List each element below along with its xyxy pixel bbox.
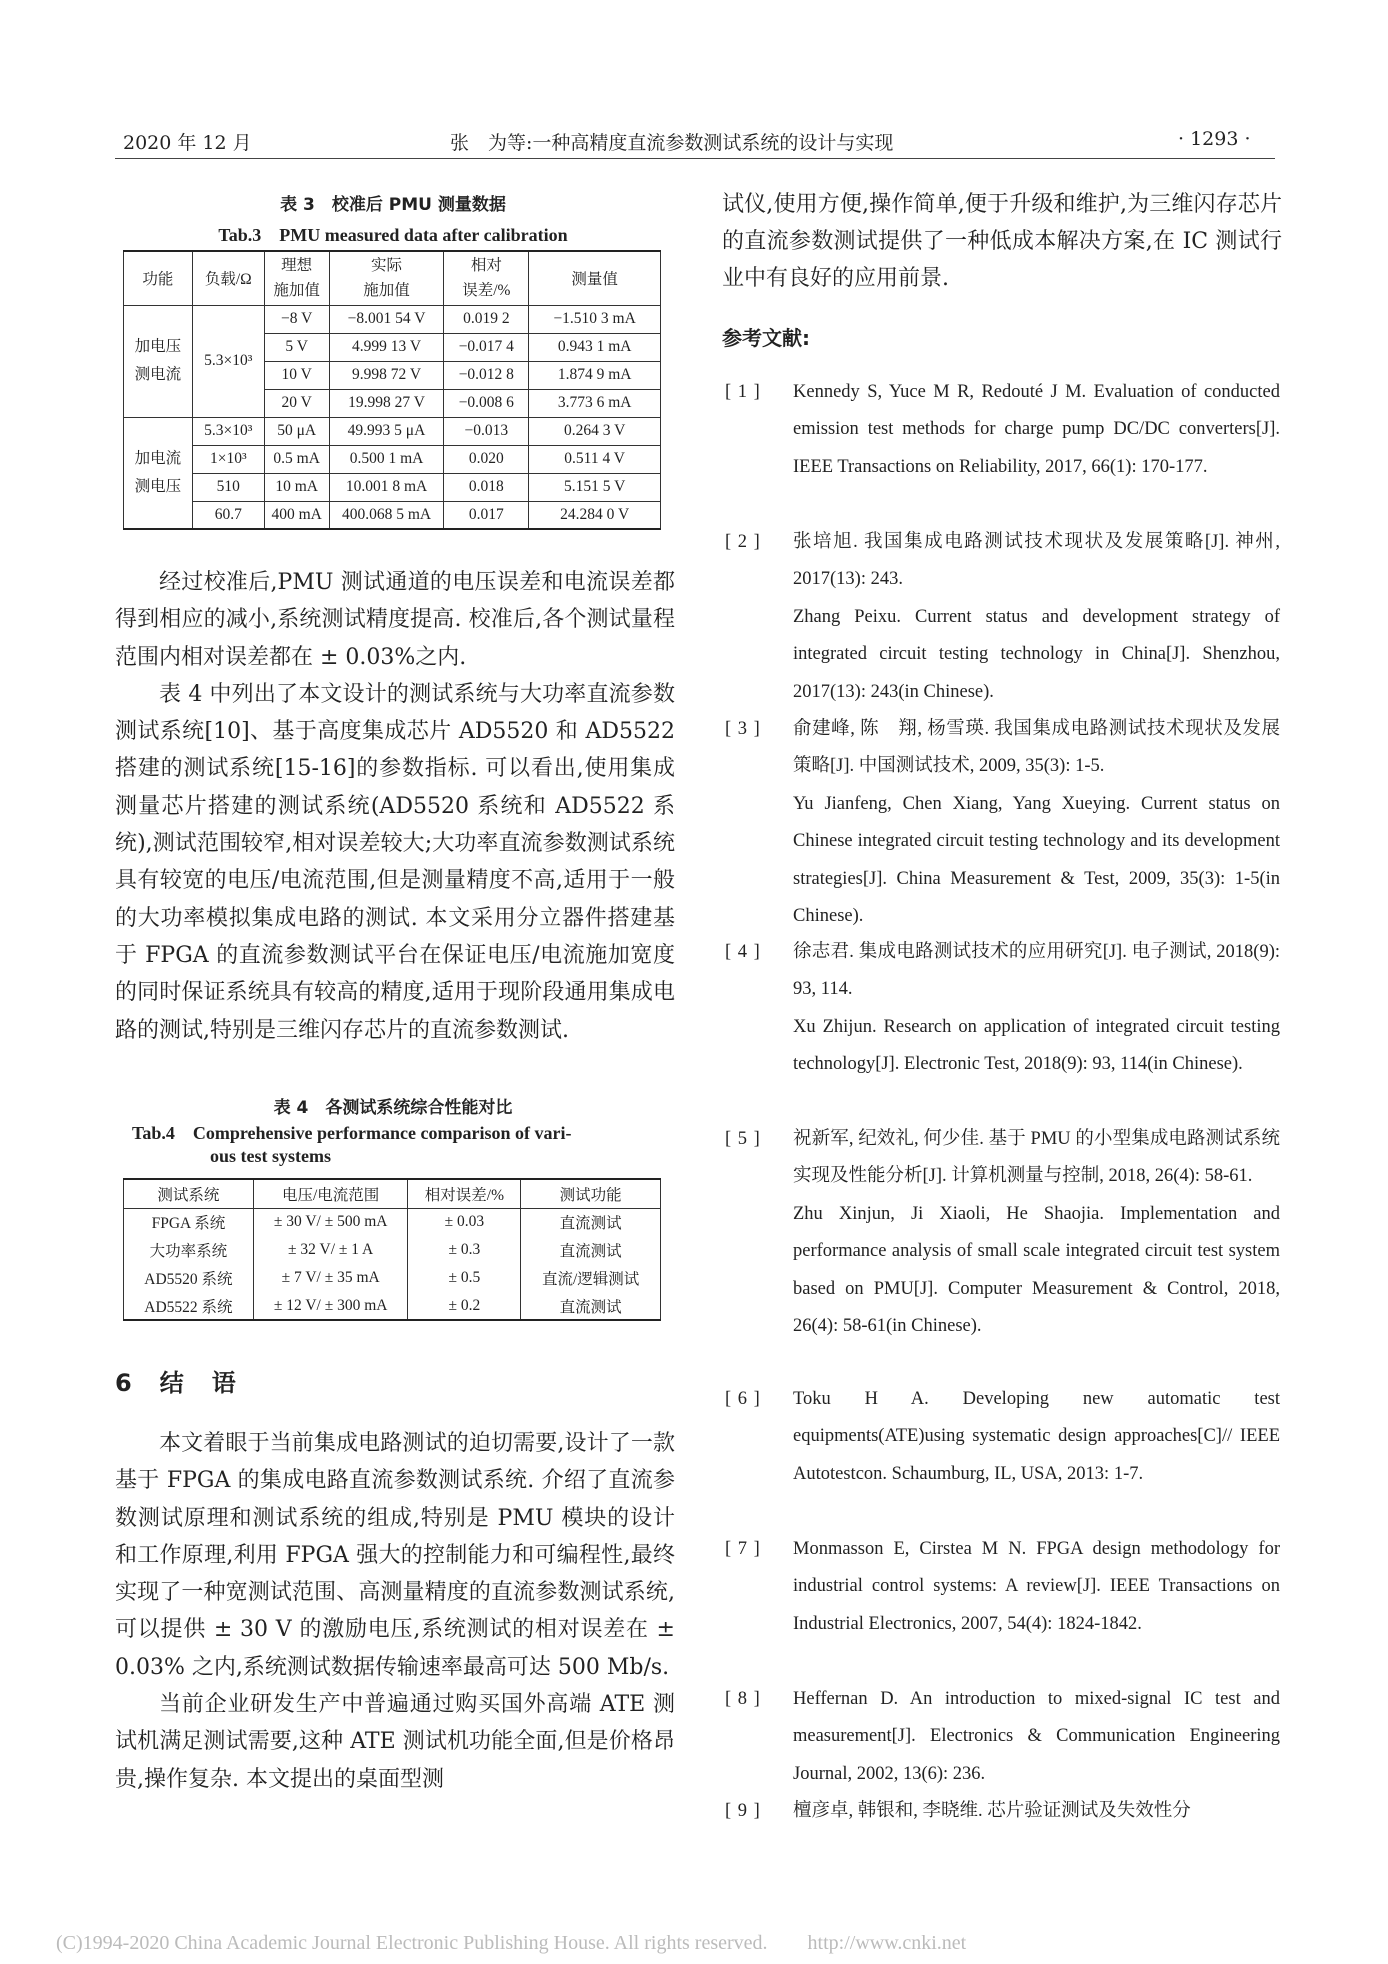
paragraph-comparison: 表 4 中列出了本文设计的测试系统与大功率直流参数测试系统[10]、基于高度集成芯片 AD5520 和 AD5522 搭建的测试系统[15-16]的参数指标. 可以看出,使用集成测量芯片搭建的测试系统(AD5520 系统和 AD5522 系统),测试范围较窄,相对误差较大;大功率直流参数测试系统具有较宽的电压/电流范围,但是测量精度不高,适用于一般的大功率模拟集成电路的测试. 本文采用分立器件搭建基于 FPGA 的直流参数测试平台在保证电压/电流施加宽度的同时保证系统具有较高的精度,适用于现阶段通用集成电路的测试,特别是三维闪存芯片的直流参数测试. (115, 681, 675, 1043)
reference-number: [ 7 ] (725, 1539, 761, 1559)
table3-caption-en: Tab.3 PMU measured data after calibration (218, 225, 568, 245)
table-cell: 49.993 5 μA (329, 417, 444, 445)
table3-header-cell: 相对 误差/% (444, 251, 529, 305)
table-cell: −8.001 54 V (329, 305, 444, 333)
table-cell: 510 (192, 473, 264, 501)
table-cell: ± 32 V/ ± 1 A (253, 1236, 408, 1264)
table4-header-cell: 电压/电流范围 (253, 1179, 408, 1208)
table-cell: −1.510 3 mA (529, 305, 661, 333)
section-heading: 6 结 语 (115, 1369, 238, 1397)
reference-number: [ 9 ] (725, 1801, 761, 1821)
reference-number: [ 3 ] (725, 719, 761, 739)
table4-header-cell: 测试功能 (521, 1179, 661, 1208)
table-cell: 0.020 (444, 445, 529, 473)
table-cell: 400.068 5 mA (329, 501, 444, 529)
copyright-footer: (C)1994-2020 China Academic Journal Electronic Publishing House. All rights reserved. http://www.cnki.net (56, 1932, 967, 1954)
reference-item (725, 711, 1280, 935)
table4-caption-cn: 表 4 各测试系统综合性能对比 (273, 1098, 513, 1118)
table4-header-cell: 测试系统 (124, 1179, 254, 1208)
header-date: 2020 年 12 月 (123, 132, 252, 154)
reference-text: Heffernan D. An introduction to mixed-signal IC test and measurement[J]. Electronics & Communication Engineering Journal, 2002, 13(6): 236. (793, 1689, 1280, 1784)
table-cell: 19.998 27 V (329, 389, 444, 417)
table-cell: AD5520 系统 (124, 1264, 254, 1292)
table-cell: −0.012 8 (444, 361, 529, 389)
table-cell: 20 V (264, 389, 329, 417)
table-cell: ± 30 V/ ± 500 mA (253, 1208, 408, 1236)
table-cell: FPGA 系统 (124, 1208, 254, 1236)
table-cell: 10 V (264, 361, 329, 389)
table-cell: 50 μA (264, 417, 329, 445)
table-cell: 5.151 5 V (529, 473, 661, 501)
table-cell: 5 V (264, 333, 329, 361)
table-row (124, 417, 661, 445)
table3-header-row (124, 251, 661, 305)
table3-header-cell: 负载/Ω (192, 251, 264, 305)
right-paragraph (722, 186, 1282, 297)
table-cell: 24.284 0 V (529, 501, 661, 529)
table-cell: 0.943 1 mA (529, 333, 661, 361)
table-row (124, 1208, 661, 1236)
reference-text: 俞建峰, 陈 翔, 杨雪瑛. 我国集成电路测试技术现状及发展策略[J]. 中国测试技术, 2009, 35(3): 1-5. Yu Jianfeng, Chen Xiang, Yang Xueying. Current status on Chinese integrated circuit testing technology and its development strategies[J]. China Measurement & Test, 2009, 35(3): 1-5(in Chinese). (793, 719, 1280, 927)
page-number: · 1293 · (1178, 128, 1251, 150)
table-cell: 0.500 1 mA (329, 445, 444, 473)
reference-number: [ 4 ] (725, 942, 761, 962)
table3-header-cell: 功能 (124, 251, 193, 305)
table-row (124, 473, 661, 501)
table-cell: 1.874 9 mA (529, 361, 661, 389)
table3-function-cell: 加电压 测电流 (124, 305, 193, 417)
table4-caption-en: Tab.4 Comprehensive performance comparison of vari- (132, 1123, 572, 1143)
table4-header-cell: 相对误差/% (408, 1179, 521, 1208)
table-cell: ± 12 V/ ± 300 mA (253, 1292, 408, 1320)
table-cell: 直流/逻辑测试 (521, 1264, 661, 1292)
reference-number: [ 6 ] (725, 1389, 761, 1409)
table3-header-cell: 理想 施加值 (264, 251, 329, 305)
table3 (123, 250, 661, 530)
table4-caption-en-cont: ous test systems (210, 1146, 331, 1166)
table-cell: 10.001 8 mA (329, 473, 444, 501)
reference-text: 张培旭. 我国集成电路测试技术现状及发展策略[J]. 神州, 2017(13): 243. Zhang Peixu. Current status and development strategy of integrated circuit testing technology in China[J]. Shenzhou, 2017(13): 243(in Chinese). (793, 532, 1280, 702)
table4-header-row (124, 1179, 661, 1208)
reference-number: [ 1 ] (725, 382, 761, 402)
table-cell: 60.7 (192, 501, 264, 529)
paragraph-continued: 试仪,使用方便,操作简单,便于升级和维护,为三维闪存芯片的直流参数测试提供了一种低成本解决方案,在 IC 测试行业中有良好的应用前景. (722, 192, 1282, 291)
table-cell: 10 mA (264, 473, 329, 501)
conclusion-text (115, 1425, 675, 1798)
table-cell: −0.017 4 (444, 333, 529, 361)
table-cell: 0.5 mA (264, 445, 329, 473)
table-row (124, 1292, 661, 1320)
reference-item (725, 524, 1280, 711)
header-rule (115, 158, 1275, 159)
table-cell: ± 7 V/ ± 35 mA (253, 1264, 408, 1292)
reference-text: 徐志君. 集成电路测试技术的应用研究[J]. 电子测试, 2018(9): 93, 114. Xu Zhijun. Research on application of integrated circuit testing technology[J]. Electronic Test, 2018(9): 93, 114(in Chinese). (793, 942, 1280, 1075)
reference-text: Toku H A. Developing new automatic test equipments(ATE)using systematic design approaches[C]// IEEE Autotestcon. Schaumburg, IL, USA, 2013: 1-7. (793, 1389, 1280, 1484)
table-row (124, 501, 661, 529)
table-cell: 0.511 4 V (529, 445, 661, 473)
reference-text: Kennedy S, Yuce M R, Redouté J M. Evaluation of conducted emission test methods for charge pump DC/DC converters[J]. IEEE Transactions on Reliability, 2017, 66(1): 170-177. (793, 382, 1280, 477)
table-cell: 1×10³ (192, 445, 264, 473)
reference-item (725, 1121, 1280, 1345)
table4 (123, 1178, 661, 1321)
table-row (124, 305, 661, 333)
table-cell: 0.018 (444, 473, 529, 501)
table-cell: AD5522 系统 (124, 1292, 254, 1320)
table-cell: 4.999 13 V (329, 333, 444, 361)
paragraph-conclusion: 本文着眼于当前集成电路测试的迫切需要,设计了一款基于 FPGA 的集成电路直流参数测试系统. 介绍了直流参数测试原理和测试系统的组成,特别是 PMU 模块的设计和工作原理,利用 FPGA 强大的控制能力和可编程性,最终实现了一种宽测试范围、高测量精度的直流参数测试系统,可以提供 ± 30 V 的激励电压,系统测试的相对误差在 ± 0.03% 之内,系统测试数据传输速率最高可达 500 Mb/s. (115, 1431, 675, 1680)
table-row (124, 445, 661, 473)
table-cell: 400 mA (264, 501, 329, 529)
reference-text: 祝新军, 纪效礼, 何少佳. 基于 PMU 的小型集成电路测试系统实现及性能分析[J]. 计算机测量与控制, 2018, 26(4): 58-61. Zhu Xinjun, Ji Xiaoli, He Shaojia. Implementation and performance analysis of small scale integrated circuit test system based on PMU[J]. Computer Measurement & Control, 2018, 26(4): 58-61(in Chinese). (793, 1129, 1280, 1337)
reference-number: [ 2 ] (725, 532, 761, 552)
reference-item (725, 374, 1280, 486)
reference-item (725, 934, 1280, 1084)
table-cell: 5.3×10³ (192, 417, 264, 445)
table3-header-cell: 测量值 (529, 251, 661, 305)
reference-text: Monmasson E, Cirstea M N. FPGA design methodology for industrial control systems: A review[J]. IEEE Transactions on Industrial Electronics, 2007, 54(4): 1824-1842. (793, 1539, 1280, 1634)
header-title: 张 为等:一种高精度直流参数测试系统的设计与实现 (450, 132, 894, 154)
table-cell: ± 0.2 (408, 1292, 521, 1320)
table-cell: 直流测试 (521, 1292, 661, 1320)
table-cell: 0.264 3 V (529, 417, 661, 445)
table-row (124, 1236, 661, 1264)
reference-item (725, 1381, 1280, 1493)
table-cell: 直流测试 (521, 1208, 661, 1236)
reference-number: [ 5 ] (725, 1129, 761, 1149)
table-cell: 0.019 2 (444, 305, 529, 333)
reference-item (725, 1531, 1280, 1643)
table-cell: 大功率系统 (124, 1236, 254, 1264)
table-cell: 3.773 6 mA (529, 389, 661, 417)
body-paragraph (115, 564, 675, 1049)
table3-caption-cn: 表 3 校准后 PMU 测量数据 (280, 195, 506, 215)
table-cell: ± 0.3 (408, 1236, 521, 1264)
reference-number: [ 8 ] (725, 1689, 761, 1709)
references-heading: 参考文献: (722, 326, 810, 350)
table-cell: −0.013 (444, 417, 529, 445)
paragraph-prospect: 当前企业研发生产中普遍通过购买国外高端 ATE 测试机满足测试需要,这种 ATE 测试机功能全面,但是价格昂贵,操作复杂. 本文提出的桌面型测 (115, 1692, 675, 1792)
table-cell: ± 0.5 (408, 1264, 521, 1292)
table-cell: −8 V (264, 305, 329, 333)
table-cell: 直流测试 (521, 1236, 661, 1264)
table-cell: −0.008 6 (444, 389, 529, 417)
reference-item (725, 1793, 1280, 1830)
reference-text: 檀彦卓, 韩银和, 李晓维. 芯片验证测试及失效性分 (793, 1801, 1191, 1821)
paragraph-calibration: 经过校准后,PMU 测试通道的电压误差和电流误差都得到相应的减小,系统测试精度提高. 校准后,各个测试量程范围内相对误差都在 ± 0.03%之内. (115, 570, 675, 670)
reference-item (725, 1681, 1280, 1793)
table-cell: 9.998 72 V (329, 361, 444, 389)
table3-header-cell: 实际 施加值 (329, 251, 444, 305)
table3-function-cell: 加电流 测电压 (124, 417, 193, 529)
table-row (124, 1264, 661, 1292)
table-cell: ± 0.03 (408, 1208, 521, 1236)
table3-load-cell: 5.3×10³ (192, 305, 264, 417)
table-cell: 0.017 (444, 501, 529, 529)
